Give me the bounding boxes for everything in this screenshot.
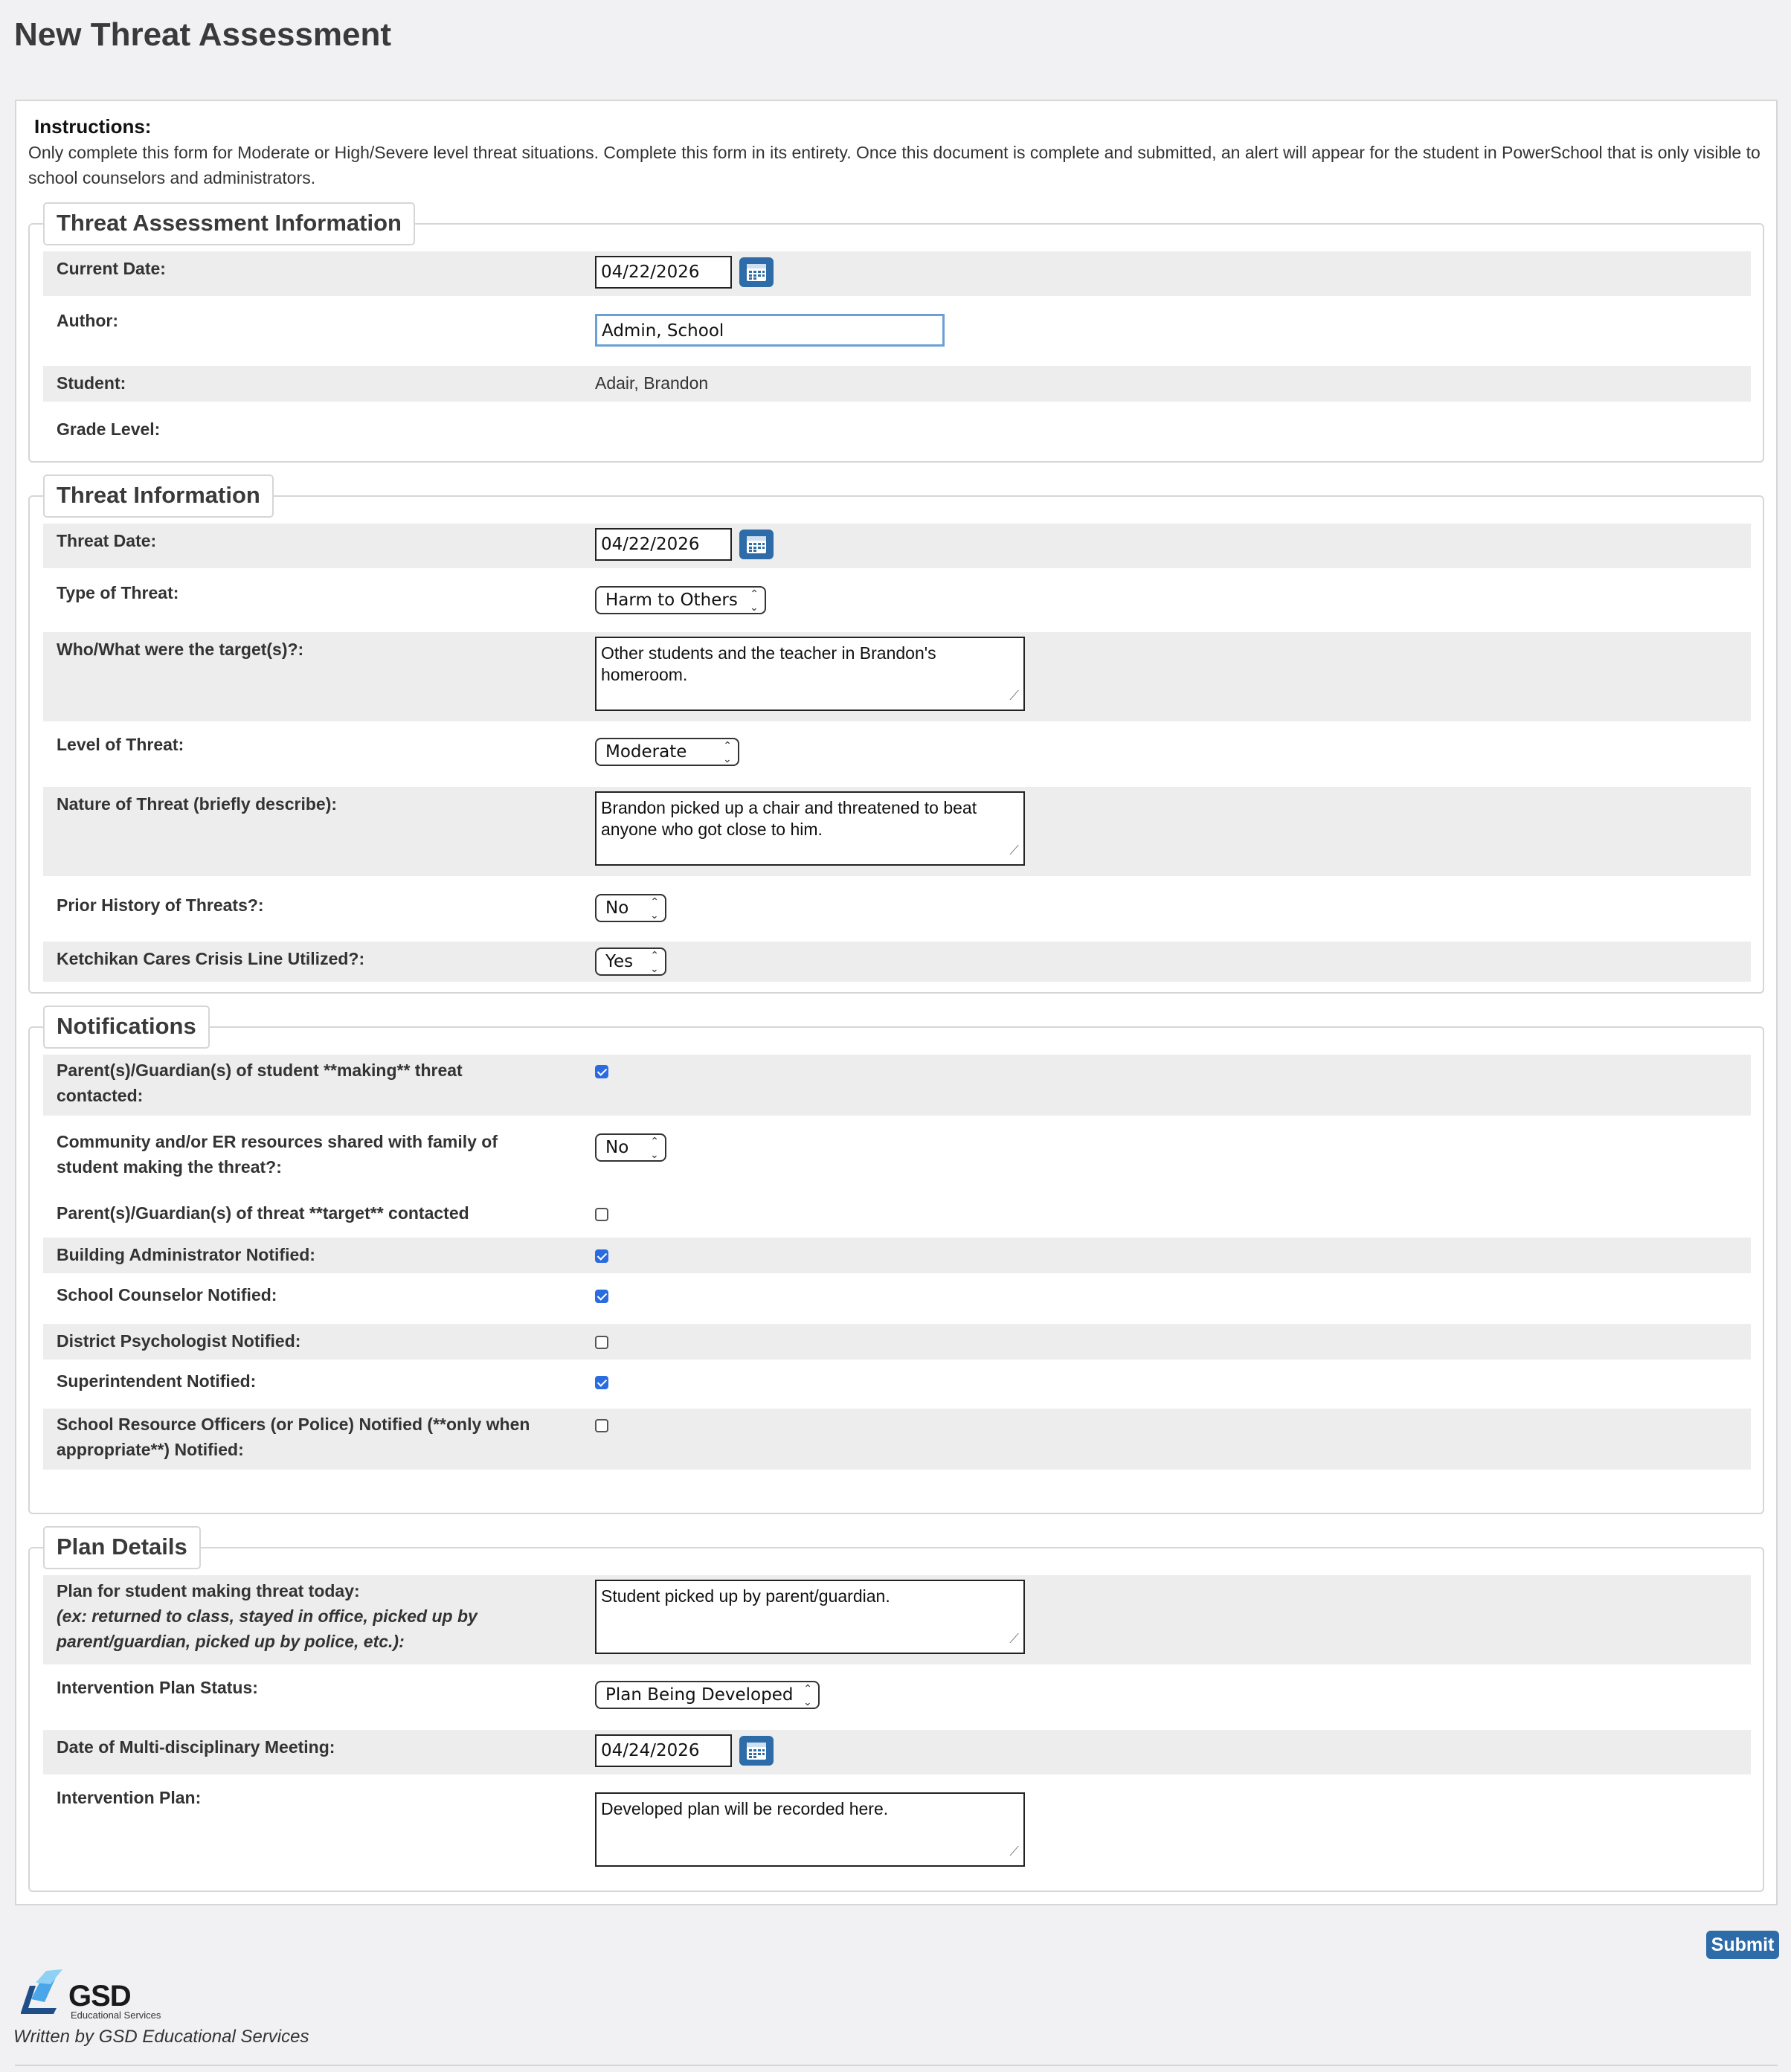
level-label: Level of Threat:	[57, 735, 184, 754]
community-value: No	[605, 1138, 629, 1157]
notifications-section	[28, 1013, 1764, 1514]
nature-text: Brandon picked up a chair and threatened to beat anyone who got close to him.	[601, 798, 977, 839]
author-row	[43, 299, 1751, 351]
community-label: Community and/or ER resources shared with family of student making the threat?:	[57, 1132, 498, 1177]
crisis-row	[43, 942, 1751, 982]
plan-section	[28, 1534, 1764, 1892]
building-admin-row	[43, 1238, 1751, 1273]
current-date-label: Current Date:	[57, 259, 166, 278]
logo-subtext: Educational Services	[71, 2010, 161, 2021]
psychologist-checkbox[interactable]	[595, 1336, 608, 1349]
meeting-row	[43, 1730, 1751, 1775]
plan-today-label-block	[57, 1578, 533, 1654]
threat-type-select[interactable]	[595, 586, 766, 614]
threat-legend: Threat Information	[43, 474, 274, 518]
parents-making-checkbox[interactable]	[595, 1065, 608, 1078]
threat-date-row	[43, 524, 1751, 568]
chevron-updown-icon: ⌃ ⌃	[750, 588, 759, 612]
status-value: Plan Being Developed	[605, 1685, 794, 1705]
plan-today-hint: (ex: returned to class, stayed in office, picked up by parent/guardian, picked up by police, etc.):	[57, 1606, 478, 1651]
grade-row	[43, 406, 1751, 448]
gsd-logo-icon	[13, 1969, 65, 2022]
resize-grip-icon[interactable]: ⟋	[1009, 688, 1019, 703]
counselor-label: School Counselor Notified:	[57, 1285, 277, 1304]
targets-label: Who/What were the target(s)?:	[57, 640, 304, 659]
crisis-select[interactable]	[595, 947, 666, 976]
parents-target-row	[43, 1190, 1751, 1236]
plan-today-text: Student picked up by parent/guardian.	[601, 1586, 890, 1606]
counselor-checkbox[interactable]	[595, 1290, 608, 1303]
status-label: Intervention Plan Status:	[57, 1678, 258, 1697]
chevron-updown-icon: ⌃ ⌃	[723, 740, 732, 764]
parents-making-row	[43, 1055, 1751, 1116]
nature-textarea[interactable]	[595, 791, 1025, 866]
current-date-input[interactable]: 04/22/2026	[595, 256, 732, 289]
level-select[interactable]	[595, 738, 739, 766]
resize-grip-icon[interactable]: ⟋	[1009, 1631, 1019, 1646]
logo-text: GSD	[68, 1980, 131, 2013]
chevron-updown-icon: ⌃ ⌃	[650, 896, 659, 920]
grade-label: Grade Level:	[57, 419, 161, 439]
intervention-label: Intervention Plan:	[57, 1788, 202, 1807]
meeting-date-input[interactable]: 04/24/2026	[595, 1734, 732, 1767]
prior-value: No	[605, 898, 629, 918]
author-label: Author:	[57, 311, 119, 330]
threat-type-value: Harm to Others	[605, 591, 738, 610]
psychologist-label: District Psychologist Notified:	[57, 1331, 301, 1351]
threat-date-input[interactable]: 04/22/2026	[595, 528, 732, 561]
threat-type-row	[43, 571, 1751, 632]
student-value: Adair, Brandon	[595, 373, 709, 393]
written-by: Written by GSD Educational Services	[13, 2027, 309, 2047]
parents-target-label: Parent(s)/Guardian(s) of threat **target** contacted	[57, 1203, 469, 1223]
intervention-textarea[interactable]	[595, 1792, 1025, 1867]
psychologist-row	[43, 1324, 1751, 1360]
threat-type-label: Type of Threat:	[57, 583, 179, 602]
status-select[interactable]	[595, 1681, 820, 1709]
plan-today-row	[43, 1575, 1751, 1664]
prior-select[interactable]	[595, 894, 666, 922]
parents-making-label: Parent(s)/Guardian(s) of student **making** threat contacted:	[57, 1061, 463, 1105]
threat-section	[28, 482, 1764, 994]
targets-textarea[interactable]	[595, 637, 1025, 711]
intervention-row	[43, 1775, 1751, 1871]
status-row	[43, 1664, 1751, 1730]
chevron-updown-icon: ⌃ ⌃	[650, 950, 659, 974]
building-admin-checkbox[interactable]	[595, 1249, 608, 1263]
intervention-text: Developed plan will be recorded here.	[601, 1799, 889, 1818]
student-row	[43, 366, 1751, 402]
sro-label: School Resource Officers (or Police) Notified (**only when appropriate**) Notified:	[57, 1415, 530, 1459]
submit-button[interactable]: Submit	[1706, 1931, 1779, 1959]
assessment-legend: Threat Assessment Information	[43, 202, 415, 245]
notifications-legend: Notifications	[43, 1006, 210, 1049]
superintendent-row	[43, 1360, 1751, 1409]
community-select[interactable]	[595, 1133, 666, 1162]
building-admin-label: Building Administrator Notified:	[57, 1245, 315, 1264]
sro-row	[43, 1409, 1751, 1470]
student-label: Student:	[57, 373, 126, 393]
author-input[interactable]: Admin, School	[595, 314, 945, 347]
superintendent-label: Superintendent Notified:	[57, 1371, 257, 1391]
prior-row	[43, 876, 1751, 942]
assessment-section	[28, 210, 1764, 463]
calendar-icon[interactable]	[739, 1736, 774, 1766]
parents-target-checkbox[interactable]	[595, 1208, 608, 1221]
calendar-icon[interactable]	[739, 257, 774, 287]
instructions-title: Instructions:	[34, 115, 152, 138]
counselor-row	[43, 1273, 1751, 1321]
plan-today-textarea[interactable]	[595, 1580, 1025, 1654]
divider	[15, 2065, 1778, 2066]
sro-checkbox[interactable]	[595, 1419, 608, 1432]
community-row	[43, 1116, 1751, 1190]
targets-text: Other students and the teacher in Brandon's homeroom.	[601, 643, 936, 684]
nature-row	[43, 787, 1751, 876]
superintendent-checkbox[interactable]	[595, 1376, 608, 1389]
threat-date-label: Threat Date:	[57, 531, 157, 550]
page-title: New Threat Assessment	[14, 16, 392, 53]
chevron-updown-icon: ⌃ ⌃	[650, 1136, 659, 1159]
chevron-updown-icon: ⌃ ⌃	[803, 1683, 812, 1707]
crisis-value: Yes	[605, 952, 634, 971]
level-value: Moderate	[605, 742, 687, 762]
current-date-row	[43, 251, 1751, 296]
resize-grip-icon[interactable]: ⟋	[1009, 1844, 1019, 1859]
instructions-body: Only complete this form for Moderate or High/Severe level threat situations. Complete this form in its entirety. Once this document is complete and submitted, an alert will appear for the student in PowerSchool that is only visible to school counselors and administrators.	[28, 143, 1761, 187]
targets-row	[43, 632, 1751, 721]
calendar-icon[interactable]	[739, 530, 774, 559]
level-row	[43, 721, 1751, 787]
nature-label: Nature of Threat (briefly describe):	[57, 794, 338, 814]
crisis-label: Ketchikan Cares Crisis Line Utilized?:	[57, 949, 365, 968]
plan-legend: Plan Details	[43, 1526, 201, 1569]
prior-label: Prior History of Threats?:	[57, 895, 264, 915]
resize-grip-icon[interactable]: ⟋	[1009, 843, 1019, 858]
meeting-label: Date of Multi-disciplinary Meeting:	[57, 1737, 335, 1757]
plan-today-label: Plan for student making threat today:	[57, 1581, 360, 1600]
